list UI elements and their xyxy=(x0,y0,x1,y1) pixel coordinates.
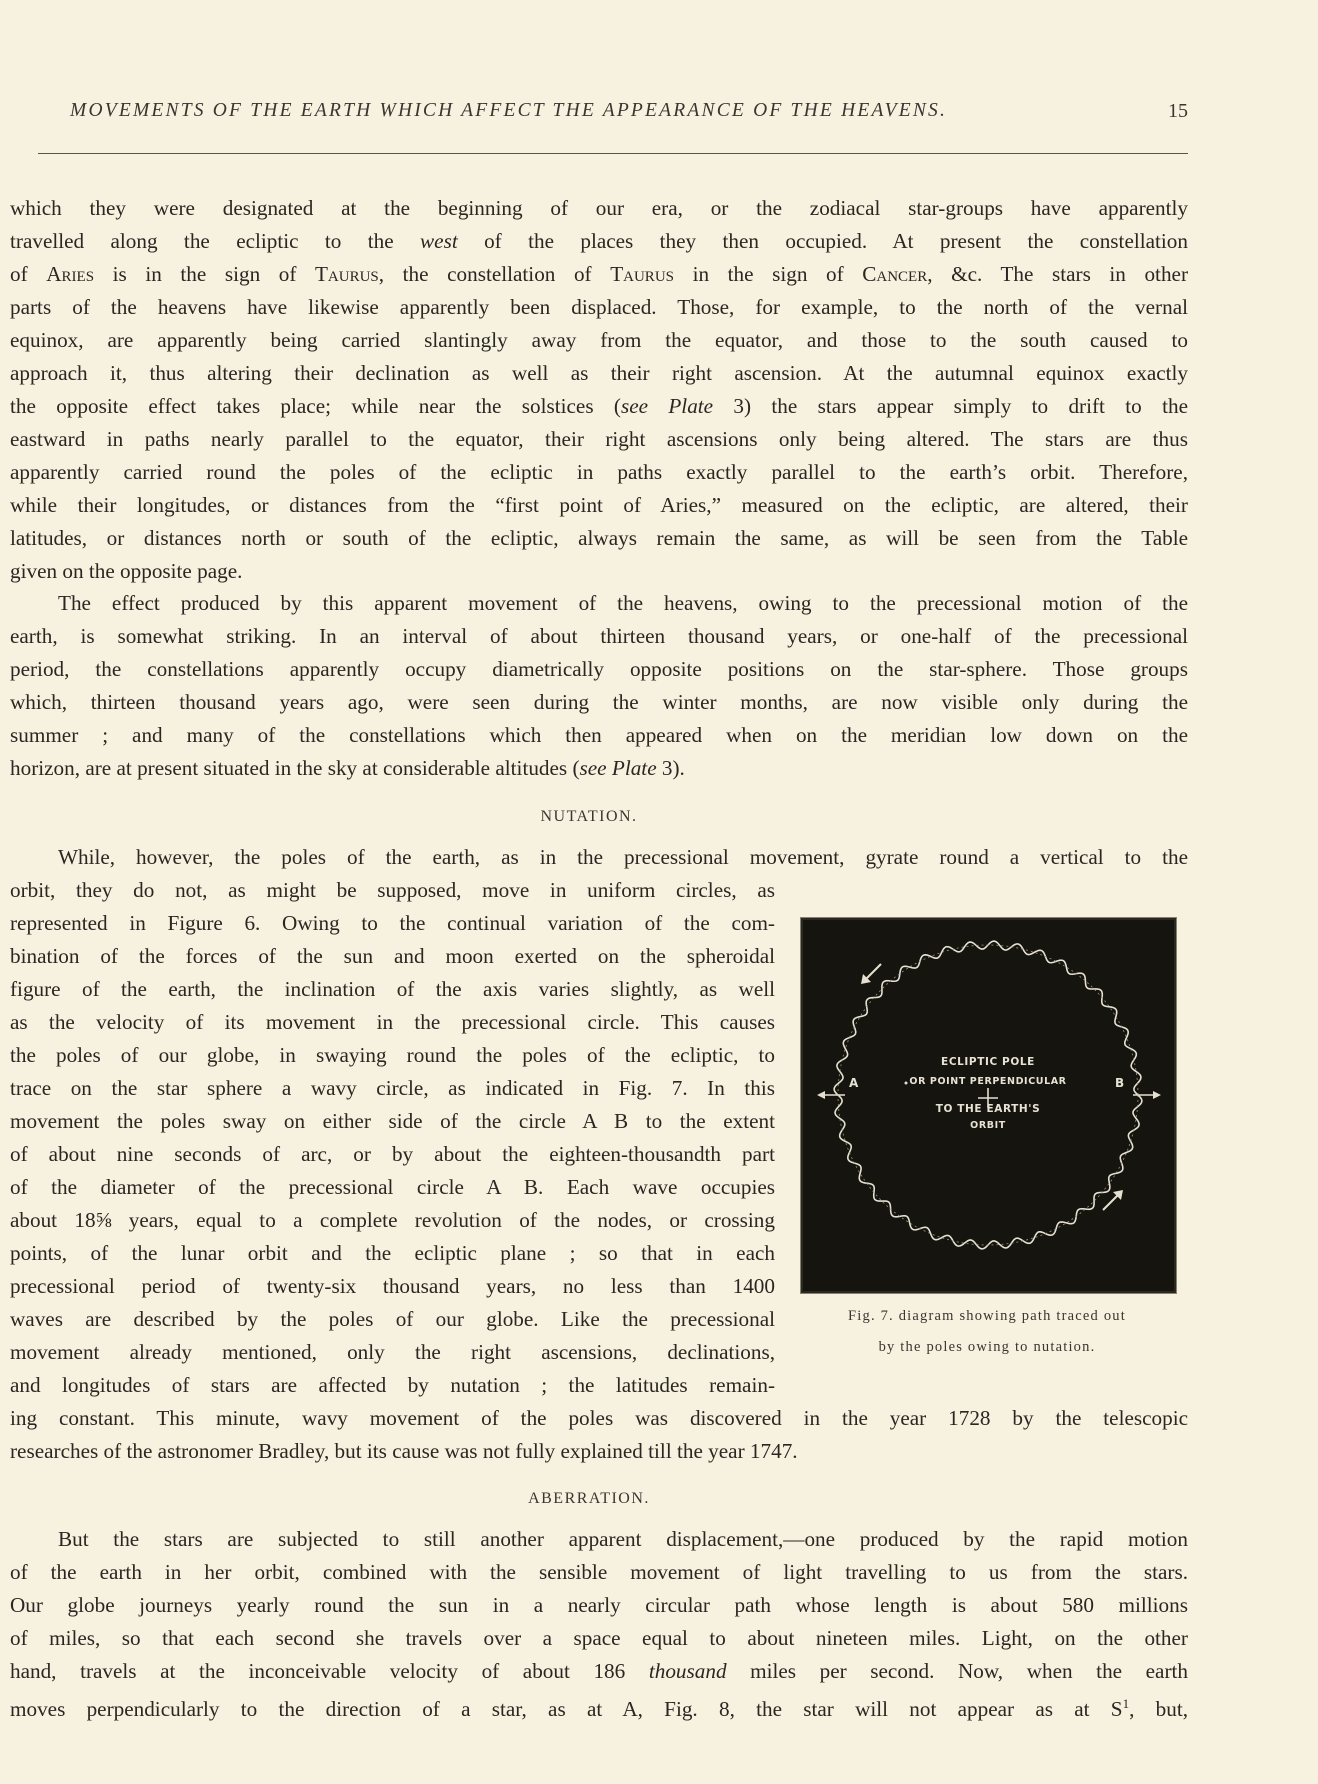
text-line: While, however, the poles of the earth, as in the precessional movement, gyrate round a vertical to the xyxy=(58,845,1188,869)
text-line: latitudes, or distances north or south of the ecliptic, always remain the same, as will be seen from the Table xyxy=(10,526,1188,550)
label-b: B xyxy=(1115,1076,1125,1090)
figure-7-diagram xyxy=(801,918,1176,1293)
text-line: movement the poles sway on either side of the circle A B to the extent xyxy=(10,1109,775,1133)
constellation-name: Taurus xyxy=(314,262,379,286)
text-line: ing constant. This minute, wavy movement of the poles was discovered in the year 1728 by the telescopic xyxy=(10,1406,1188,1430)
text-line: approach it, thus altering their declination as well as their right ascension. At the autumnal equinox exactly xyxy=(10,361,1188,385)
arrowhead-b-icon xyxy=(1153,1091,1161,1099)
text-line: as the velocity of its movement in the precessional circle. This causes xyxy=(10,1010,775,1034)
emphasis: thousand xyxy=(648,1659,727,1683)
superscript: 1 xyxy=(1122,1696,1130,1711)
constellation-name: Taurus xyxy=(610,262,674,286)
text-line: travelled along the ecliptic to the west of the places they then occupied. At present the constellation xyxy=(10,229,1188,253)
page-number: 15 xyxy=(1168,100,1188,122)
text-line: hand, travels at the inconceivable velocity of about 186 thousand miles per second. Now, when the earth xyxy=(10,1659,1188,1683)
text-line: summer ; and many of the constellations which then appeared when on the meridian low down on the xyxy=(10,723,1188,747)
direction-arrow-top-icon xyxy=(865,964,881,980)
text-line: which, thirteen thousand years ago, were seen during the winter months, are now visible only during the xyxy=(10,690,1188,714)
arrowhead-a-icon xyxy=(817,1091,825,1099)
text-line: of the diameter of the precessional circle A B. Each wave occupies xyxy=(10,1175,775,1199)
text-line: apparently carried round the poles of the ecliptic in paths exactly parallel to the earth’s orbit. Therefore, xyxy=(10,460,1188,484)
text-line: represented in Figure 6. Owing to the continual variation of the com- xyxy=(10,911,775,935)
label-a: A xyxy=(849,1076,859,1090)
text-line: of the earth in her orbit, combined with the sensible movement of light travelling to us from the stars. xyxy=(10,1560,1188,1584)
text-line: movement already mentioned, only the right ascensions, declinations, xyxy=(10,1340,775,1364)
text-line: while their longitudes, or distances from the “first point of Aries,” measured on the ecliptic, are altered, their xyxy=(10,493,1188,517)
figure-caption-line2: by the poles owing to nutation. xyxy=(878,1339,1096,1355)
text-line: of about nine seconds of arc, or by about the eighteen-thousandth part xyxy=(10,1142,775,1166)
text-line: waves are described by the poles of our globe. Like the precessional xyxy=(10,1307,775,1331)
text-line: moves perpendicularly to the direction of a star, as at A, Fig. 8, the star will not appear as at $S^1$, but, xyxy=(10,1696,1188,1722)
text-line: The effect produced by this apparent movement of the heavens, owing to the precessional motion of the xyxy=(58,591,1188,615)
pole-label-line3: TO THE EARTH'S xyxy=(935,1103,1041,1115)
text-line: earth, is somewhat striking. In an interval of about thirteen thousand years, or one-half of the precessional xyxy=(10,624,1188,648)
text-line: horizon, are at present situated in the sky at considerable altitudes (see Plate 3). xyxy=(10,756,685,780)
text-line: researches of the astronomer Bradley, but its cause was not fully explained till the year 1747. xyxy=(10,1439,798,1463)
text-line: the opposite effect takes place; while near the solstices (see Plate 3) the stars appear simply to drift to the xyxy=(10,394,1188,418)
text-line: equinox, are apparently being carried slantingly away from the equator, and those to the south caused to xyxy=(10,328,1188,352)
text-line: period, the constellations apparently occupy diametrically opposite positions on the star-sphere. Those groups xyxy=(10,657,1188,681)
emphasis: see Plate xyxy=(579,756,657,780)
text-line: orbit, they do not, as might be supposed, move in uniform circles, as xyxy=(10,878,775,902)
emphasis: west xyxy=(420,229,458,253)
text-line: of Aries is in the sign of Taurus, the constellation of Taurus in the sign of Cancer, &c. The stars in other xyxy=(10,262,1188,286)
text-line: eastward in paths nearly parallel to the equator, their right ascensions only being altered. The stars are thus xyxy=(10,427,1188,451)
section-heading-nutation: NUTATION. xyxy=(540,808,638,825)
text-line: of miles, so that each second she travels over a space equal to about nineteen miles. Light, on the other xyxy=(10,1626,1188,1650)
text-line: trace on the star sphere a wavy circle, as indicated in Fig. 7. In this xyxy=(10,1076,775,1100)
text-line: which they were designated at the beginning of our era, or the zodiacal star-groups have apparently xyxy=(10,196,1188,220)
text-line: But the stars are subjected to still another apparent displacement,—one produced by the rapid motion xyxy=(58,1527,1188,1551)
pole-label-line1: ECLIPTIC POLE xyxy=(941,1056,1035,1068)
text-line: the poles of our globe, in swaying round the poles of the ecliptic, to xyxy=(10,1043,775,1067)
pole-label-line2: OR POINT PERPENDICULAR xyxy=(909,1076,1067,1087)
pole-label-line4: ORBIT xyxy=(970,1120,1006,1131)
section-heading-aberration: ABERRATION. xyxy=(528,1490,650,1507)
text-line: and longitudes of stars are affected by nutation ; the latitudes remain- xyxy=(10,1373,775,1397)
figure-caption-line1: Fig. 7. diagram showing path traced out xyxy=(848,1308,1126,1324)
emphasis: see Plate xyxy=(620,394,714,418)
constellation-name: Cancer xyxy=(862,262,928,286)
running-title: MOVEMENTS OF THE EARTH WHICH AFFECT THE APPEARANCE OF THE HEAVENS. xyxy=(70,100,948,121)
header-rule xyxy=(38,153,1188,154)
constellation-name: Aries xyxy=(46,262,95,286)
text-line: about 18⅝ years, equal to a complete revolution of the nodes, or crossing xyxy=(10,1208,775,1232)
direction-arrow-bottom-icon xyxy=(1103,1194,1119,1210)
text-line: Our globe journeys yearly round the sun in a nearly circular path whose length is about 580 millions xyxy=(10,1593,1188,1617)
text-line: given on the opposite page. xyxy=(10,559,243,583)
text-line: points, of the lunar orbit and the ecliptic plane ; so that in each xyxy=(10,1241,775,1265)
running-head xyxy=(0,96,1318,130)
text-line: bination of the forces of the sun and moon exerted on the spheroidal xyxy=(10,944,775,968)
text-line: figure of the earth, the inclination of the axis varies slightly, as well xyxy=(10,977,775,1001)
text-line: parts of the heavens have likewise apparently been displaced. Those, for example, to the north of the vernal xyxy=(10,295,1188,319)
text-line: precessional period of twenty-six thousand years, no less than 1400 xyxy=(10,1274,775,1298)
